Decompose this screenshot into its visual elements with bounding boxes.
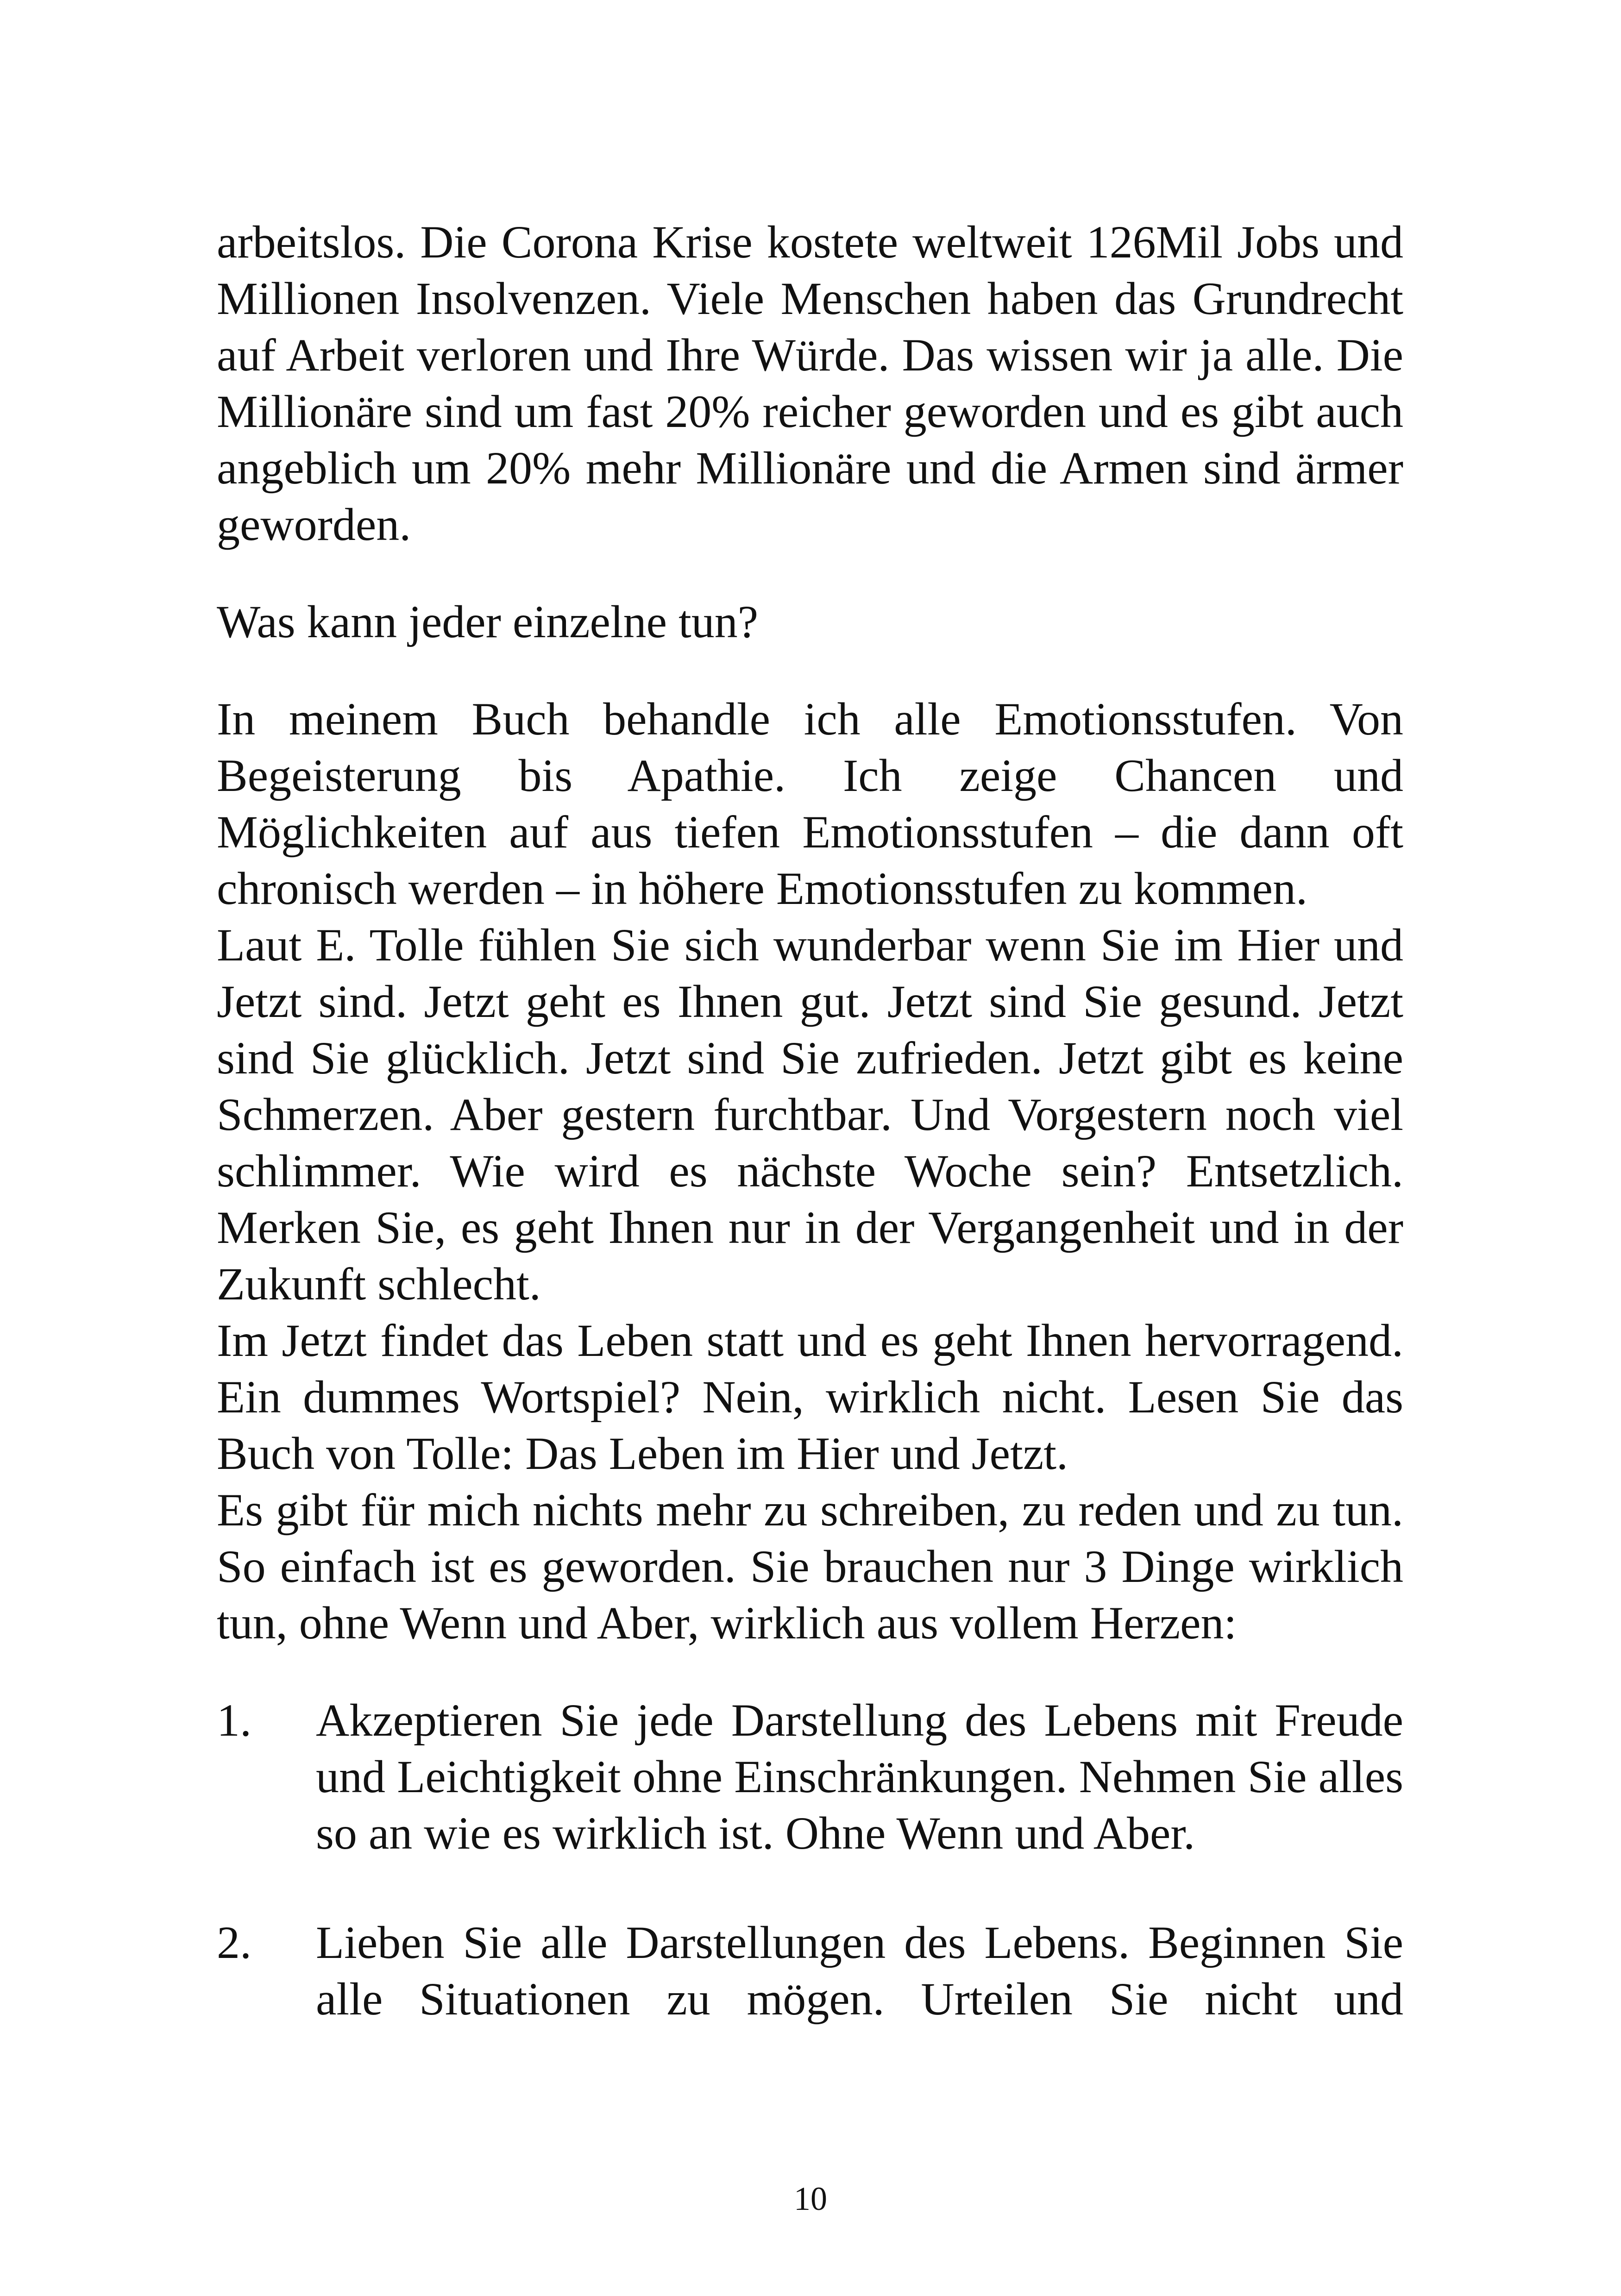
paragraph-1: arbeitslos. Die Corona Krise kostete weltweit 126Mil Jobs und Millionen Insolvenzen. Viele Menschen haben das Grundrecht auf Arbeit verloren und Ihre Würde. Das wissen wir ja alle. Die Millionäre sind um fast 20% reicher geworden und es gibt auch angeblich um 20% mehr Millionäre und die Armen sind ärmer geworden. <box>217 216 1403 550</box>
paragraph-3: Laut E. Tolle fühlen Sie sich wunderbar wenn Sie im Hier und Jetzt sind. Jetzt geht es Ihnen gut. Jetzt sind Sie gesund. Jetzt sind Sie glücklich. Jetzt sind Sie zufrieden. Jetzt gibt es keine Schmerzen. Aber gestern furchtbar. Und Vorgestern noch viel schlimmer. Wie wird es nächste Woche sein? Entsetzlich. Merken Sie, es geht Ihnen nur in der Vergangenheit und in der Zukunft schlecht. <box>217 919 1403 1310</box>
list-item-number: 1. <box>217 1694 251 1746</box>
list-gap <box>217 1862 1403 1914</box>
paragraph-gap <box>217 1651 1403 1692</box>
paragraph-4: Im Jetzt findet das Leben statt und es geht Ihnen hervorragend. Ein dummes Wortspiel? Nein, wirklich nicht. Lesen Sie das Buch von Tolle: Das Leben im Hier und Jetzt. <box>217 1315 1403 1479</box>
body-text <box>217 214 1403 2027</box>
question-line: Was kann jeder einzelne tun? <box>217 596 759 647</box>
list-item <box>217 1692 1403 1862</box>
page-number: 10 <box>794 2180 827 2217</box>
numbered-list <box>217 1692 1403 2027</box>
list-item-text: Lieben Sie alle Darstellungen des Lebens. Beginnen Sie alle Situationen zu mögen. Urteilen Sie nicht und <box>316 1917 1403 2025</box>
list-item-number: 2. <box>217 1917 251 1968</box>
list-item <box>217 1914 1403 2027</box>
paragraph-gap <box>217 650 1403 691</box>
paragraph-5: Es gibt für mich nichts mehr zu schreiben, zu reden und zu tun. So einfach ist es geworden. Sie brauchen nur 3 Dinge wirklich tun, ohne Wenn und Aber, wirklich aus vollem Herzen: <box>217 1484 1403 1649</box>
paragraph-2: In meinem Buch behandle ich alle Emotionsstufen. Von Begeisterung bis Apathie. Ich zeige Chancen und Möglichkeiten auf aus tiefen Emotionsstufen – die dann oft chronisch werden – in höhere Emotionsstufen zu kommen. <box>217 693 1403 914</box>
paragraph-gap <box>217 553 1403 594</box>
list-item-text: Akzeptieren Sie jede Darstellung des Lebens mit Freude und Leichtigkeit ohne Einschränkungen. Nehmen Sie alles so an wie es wirklich ist. Ohne Wenn und Aber. <box>316 1694 1403 1859</box>
